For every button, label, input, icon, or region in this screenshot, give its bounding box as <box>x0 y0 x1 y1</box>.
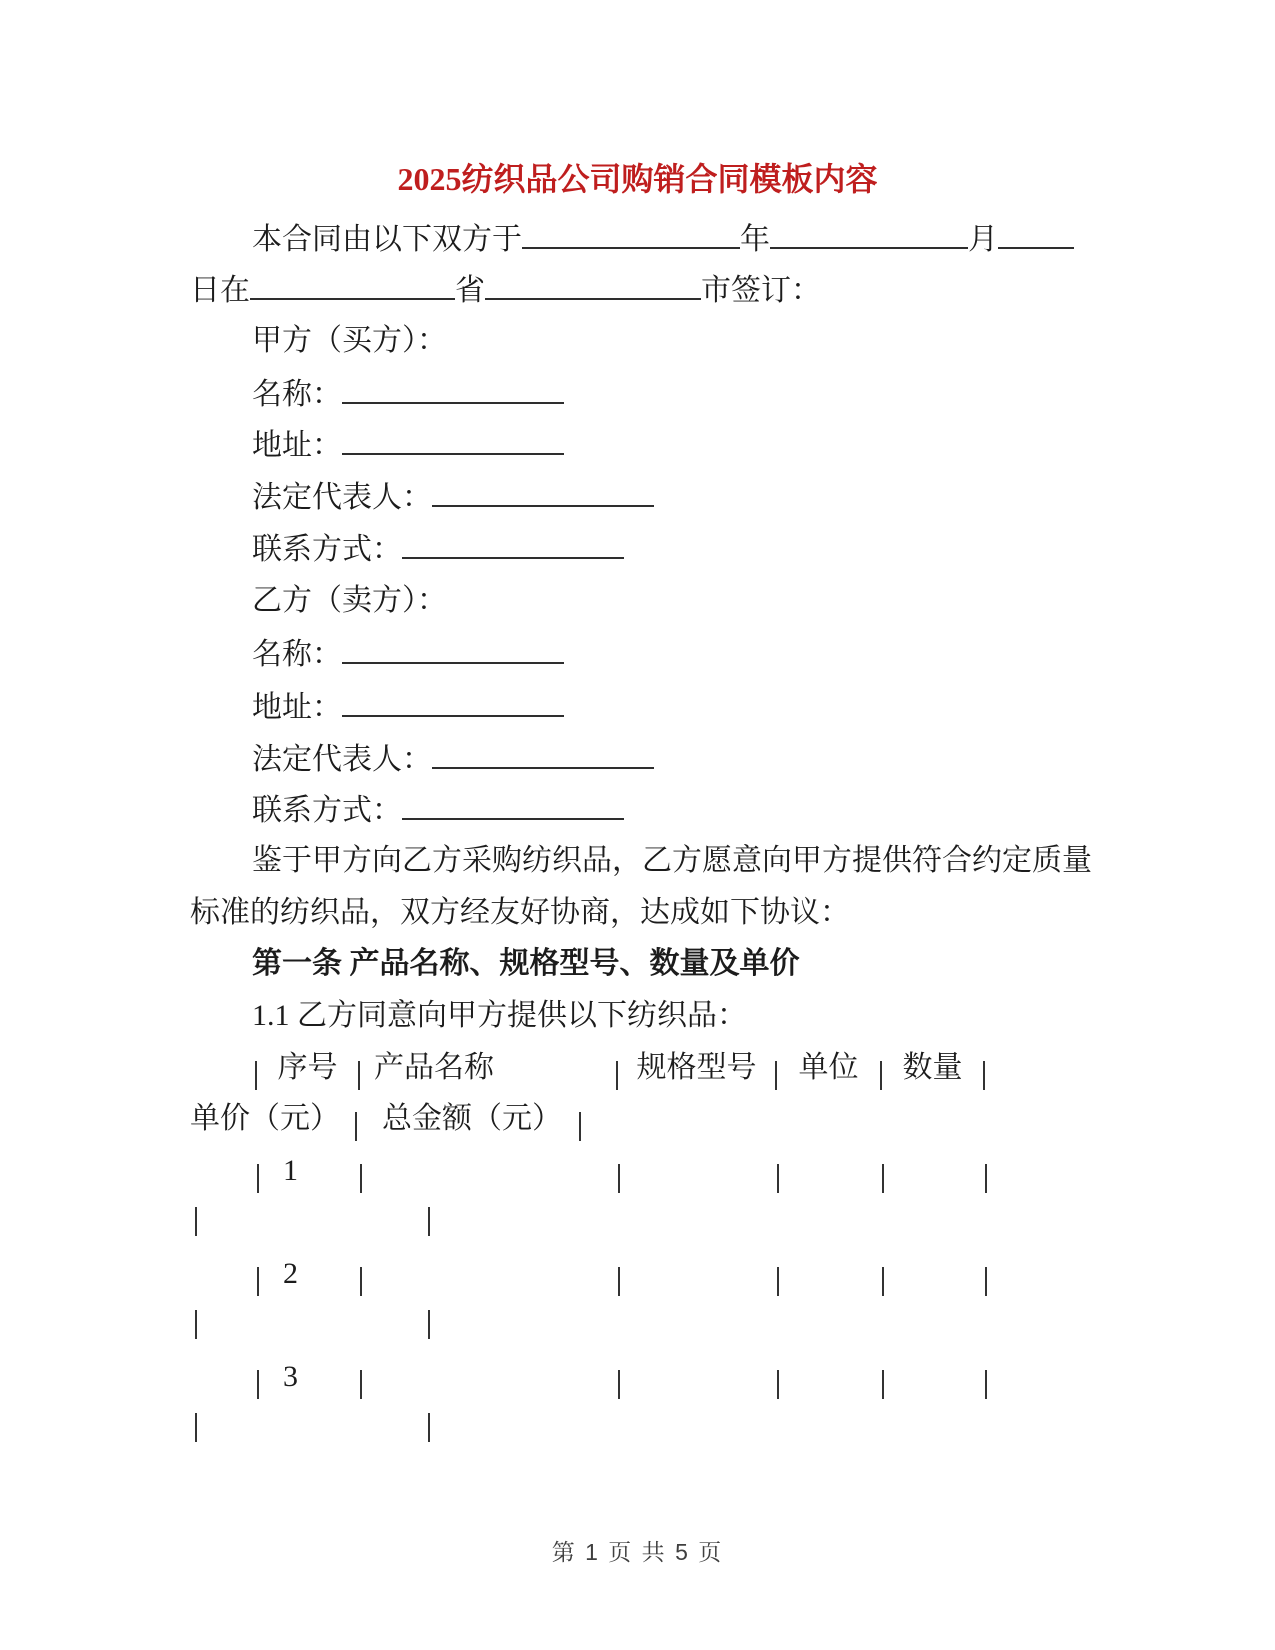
table-separator <box>360 1267 362 1296</box>
blank-year <box>522 219 740 249</box>
row-serial-number: 2 <box>283 1257 298 1290</box>
table-separator <box>360 1164 362 1193</box>
page-number-footer: 第 1 页 共 5 页 <box>551 1539 724 1565</box>
intro-line-2 <box>190 270 821 309</box>
row-serial-number: 1 <box>283 1154 298 1187</box>
table-separator <box>195 1413 197 1442</box>
col-serial-number: 序号 <box>277 1051 338 1084</box>
table-row-3-line-2 <box>195 1410 430 1447</box>
table-separator <box>882 1267 884 1296</box>
blank-party-b-name <box>342 634 564 664</box>
blank-city <box>485 270 701 300</box>
table-separator <box>428 1207 430 1236</box>
col-unit-price: 单价（元） <box>190 1102 340 1135</box>
table-separator <box>618 1370 620 1399</box>
party-a-address-row <box>252 425 564 464</box>
intro-line2-suffix: 市签订： <box>701 274 821 307</box>
table-separator <box>985 1267 987 1296</box>
table-separator <box>579 1112 581 1141</box>
party-a-contact-row <box>252 529 624 568</box>
table-separator <box>983 1061 985 1090</box>
intro-line2-prefix: 日在 <box>190 274 250 307</box>
table-separator <box>360 1370 362 1399</box>
party-a-heading: 甲方（买方）： <box>252 324 447 357</box>
blank-party-a-name <box>342 374 564 404</box>
field-label-contact: 联系方式： <box>252 794 402 827</box>
table-separator <box>882 1164 884 1193</box>
recital-line-1: 鉴于甲方向乙方采购纺织品，乙方愿意向甲方提供符合约定质量 <box>252 844 1092 877</box>
field-label-address: 地址： <box>252 691 342 724</box>
table-separator <box>882 1370 884 1399</box>
field-label-representative: 法定代表人： <box>252 481 432 514</box>
table-separator <box>195 1207 197 1236</box>
party-b-address-row <box>252 687 564 726</box>
party-b-contact-row <box>252 790 624 829</box>
table-separator <box>777 1370 779 1399</box>
year-label: 年 <box>740 223 770 256</box>
party-b-name-row <box>252 634 564 673</box>
col-total-amount: 总金额（元） <box>382 1102 562 1135</box>
blank-province <box>250 270 455 300</box>
table-separator <box>777 1164 779 1193</box>
recital-line-2: 标准的纺织品，双方经友好协商，达成如下协议： <box>190 896 850 929</box>
table-separator <box>618 1164 620 1193</box>
blank-party-a-contact <box>402 529 624 559</box>
blank-party-b-representative <box>432 739 654 769</box>
table-separator <box>985 1164 987 1193</box>
month-label: 月 <box>968 223 998 256</box>
table-separator <box>428 1413 430 1442</box>
table-separator <box>985 1370 987 1399</box>
party-a-name-row <box>252 374 564 413</box>
party-a-representative-row <box>252 477 654 516</box>
table-separator <box>618 1267 620 1296</box>
table-separator <box>195 1310 197 1339</box>
blank-day <box>998 219 1074 249</box>
table-row-2-line-1 <box>257 1255 987 1301</box>
party-b-heading: 乙方（卖方）： <box>252 584 447 617</box>
field-label-contact: 联系方式： <box>252 533 402 566</box>
col-product-name: 产品名称 <box>374 1051 494 1084</box>
table-row-1-line-2 <box>195 1204 430 1241</box>
blank-party-a-address <box>342 425 564 455</box>
table-row-2-line-2 <box>195 1307 430 1344</box>
clause-1-1: 1.1 乙方同意向甲方提供以下纺织品： <box>252 999 747 1032</box>
blank-month <box>770 219 968 249</box>
table-header-line-1 <box>255 1049 985 1095</box>
table-separator <box>428 1310 430 1339</box>
field-label-name: 名称： <box>252 378 342 411</box>
col-quantity: 数量 <box>902 1051 963 1084</box>
field-label-representative: 法定代表人： <box>252 743 432 776</box>
col-spec-model: 规格型号 <box>636 1051 757 1084</box>
blank-party-b-contact <box>402 790 624 820</box>
field-label-address: 地址： <box>252 429 342 462</box>
blank-party-a-representative <box>432 477 654 507</box>
table-separator <box>777 1267 779 1296</box>
intro-line1-prefix: 本合同由以下双方于 <box>252 223 522 256</box>
table-row-3-line-1 <box>257 1358 987 1404</box>
col-unit: 单位 <box>798 1051 859 1084</box>
row-serial-number: 3 <box>283 1360 298 1393</box>
table-header-line-2 <box>190 1100 581 1146</box>
blank-party-b-address <box>342 687 564 717</box>
party-b-representative-row <box>252 739 654 778</box>
field-label-name: 名称： <box>252 638 342 671</box>
province-label: 省 <box>455 274 485 307</box>
intro-line-1 <box>252 219 1074 258</box>
article-1-heading: 第一条 产品名称、规格型号、数量及单价 <box>252 947 800 980</box>
table-row-1-line-1 <box>257 1152 987 1198</box>
document-title: 2025纺织品公司购销合同模板内容 <box>397 161 878 197</box>
